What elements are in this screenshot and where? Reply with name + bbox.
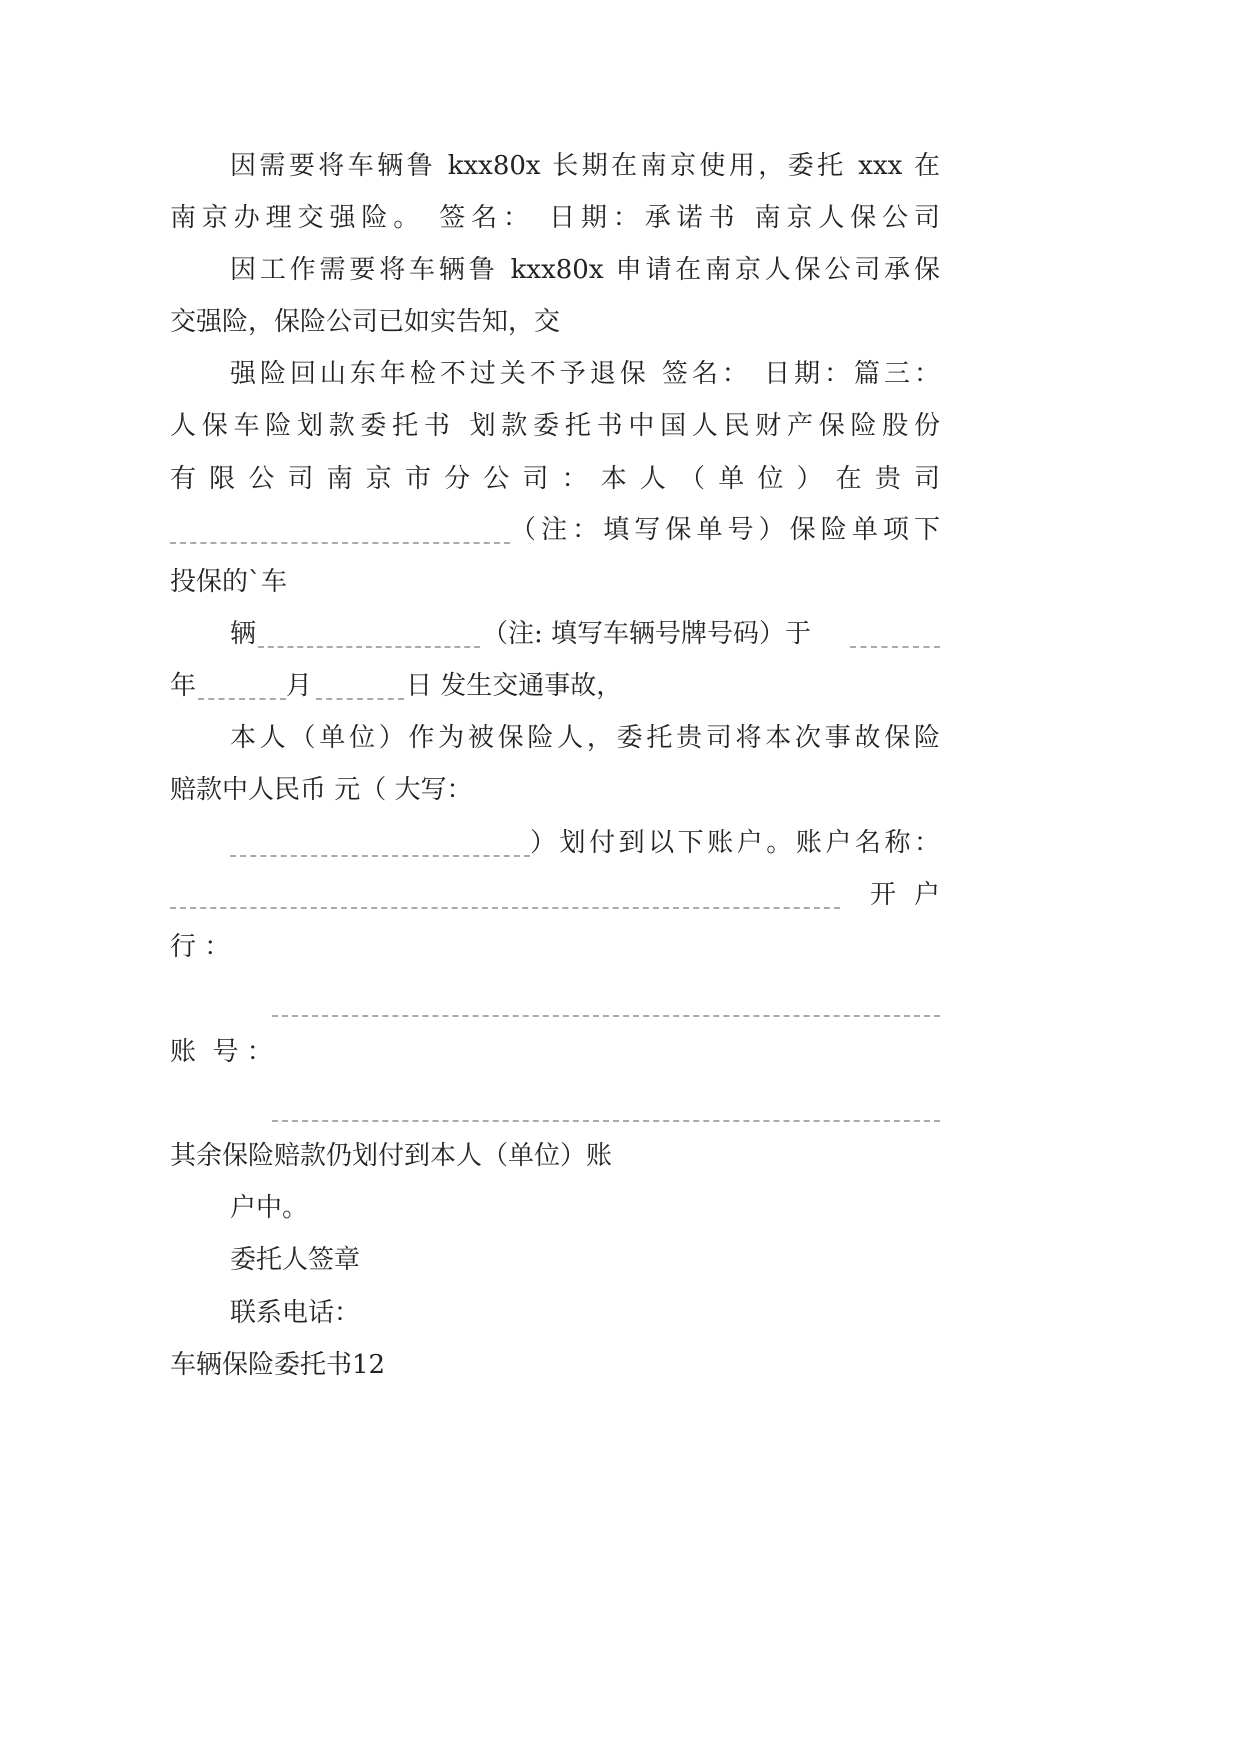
paragraph-line: 行 ：	[170, 932, 231, 962]
account-name-line	[170, 877, 940, 913]
paragraph-line: 南京办理交强险。 签名： 日期：承诺书 南京人保公司	[170, 203, 940, 233]
account-number-line	[170, 1090, 940, 1126]
paragraph-line: 户中。	[230, 1193, 309, 1223]
paragraph-line: 交强险，保险公司已如实告知，交	[170, 307, 561, 337]
section-title: 车辆保险委托书12	[170, 1350, 386, 1380]
year-blank[interactable]	[850, 616, 940, 648]
account-number-label: 账 号 ：	[170, 1037, 273, 1067]
month-label: 月	[286, 671, 313, 701]
bank-blank[interactable]	[272, 985, 940, 1017]
bank-label: 开 户	[870, 880, 940, 910]
plate-number-blank[interactable]	[258, 616, 480, 648]
day-blank[interactable]	[316, 668, 404, 700]
plate-number-note: （注: 填写车辆号牌号码）于	[482, 619, 812, 649]
policy-number-note: （注：填写保单号）保险单项下	[510, 515, 940, 545]
phone-label: 联系电话：	[230, 1298, 361, 1328]
vehicle-line	[230, 616, 940, 652]
account-name-label: ）划付到以下账户。账户名称：	[530, 828, 940, 858]
month-blank[interactable]	[198, 668, 286, 700]
year-label: 年	[170, 671, 197, 701]
paragraph-line: 赔款中人民币 元（ 大写：	[170, 775, 473, 805]
vehicle-label: 辆	[230, 619, 257, 649]
amount-line	[230, 825, 940, 861]
paragraph-line: 因需要将车辆鲁 kxx80x 长期在南京使用，委托 xxx 在	[230, 151, 940, 181]
paragraph-line: 投保的`车	[170, 567, 288, 597]
paragraph-line: 有 限 公 司 南 京 市 分 公 司 ： 本 人 （ 单 位 ） 在 贵 司	[170, 464, 940, 494]
paragraph-line: 本人（单位）作为被保险人，委托贵司将本次事故保险	[230, 723, 940, 753]
accident-text: 日 发生交通事故，	[406, 671, 623, 701]
amount-uppercase-blank[interactable]	[230, 825, 530, 857]
signature-label: 委托人签章	[230, 1245, 361, 1275]
bank-line	[170, 985, 940, 1021]
policy-number-line	[170, 512, 940, 548]
paragraph-line: 其余保险赔款仍划付到本人（单位）账	[170, 1141, 613, 1171]
paragraph-line: 强险回山东年检不过关不予退保 签名： 日期：篇三：	[230, 359, 940, 389]
paragraph-line: 人保车险划款委托书 划款委托书中国人民财产保险股份	[170, 411, 940, 441]
policy-number-blank[interactable]	[170, 512, 510, 544]
date-line	[170, 668, 940, 704]
paragraph-line: 因工作需要将车辆鲁 kxx80x 申请在南京人保公司承保	[230, 255, 940, 285]
account-number-blank[interactable]	[272, 1090, 940, 1122]
account-name-blank[interactable]	[170, 877, 840, 909]
